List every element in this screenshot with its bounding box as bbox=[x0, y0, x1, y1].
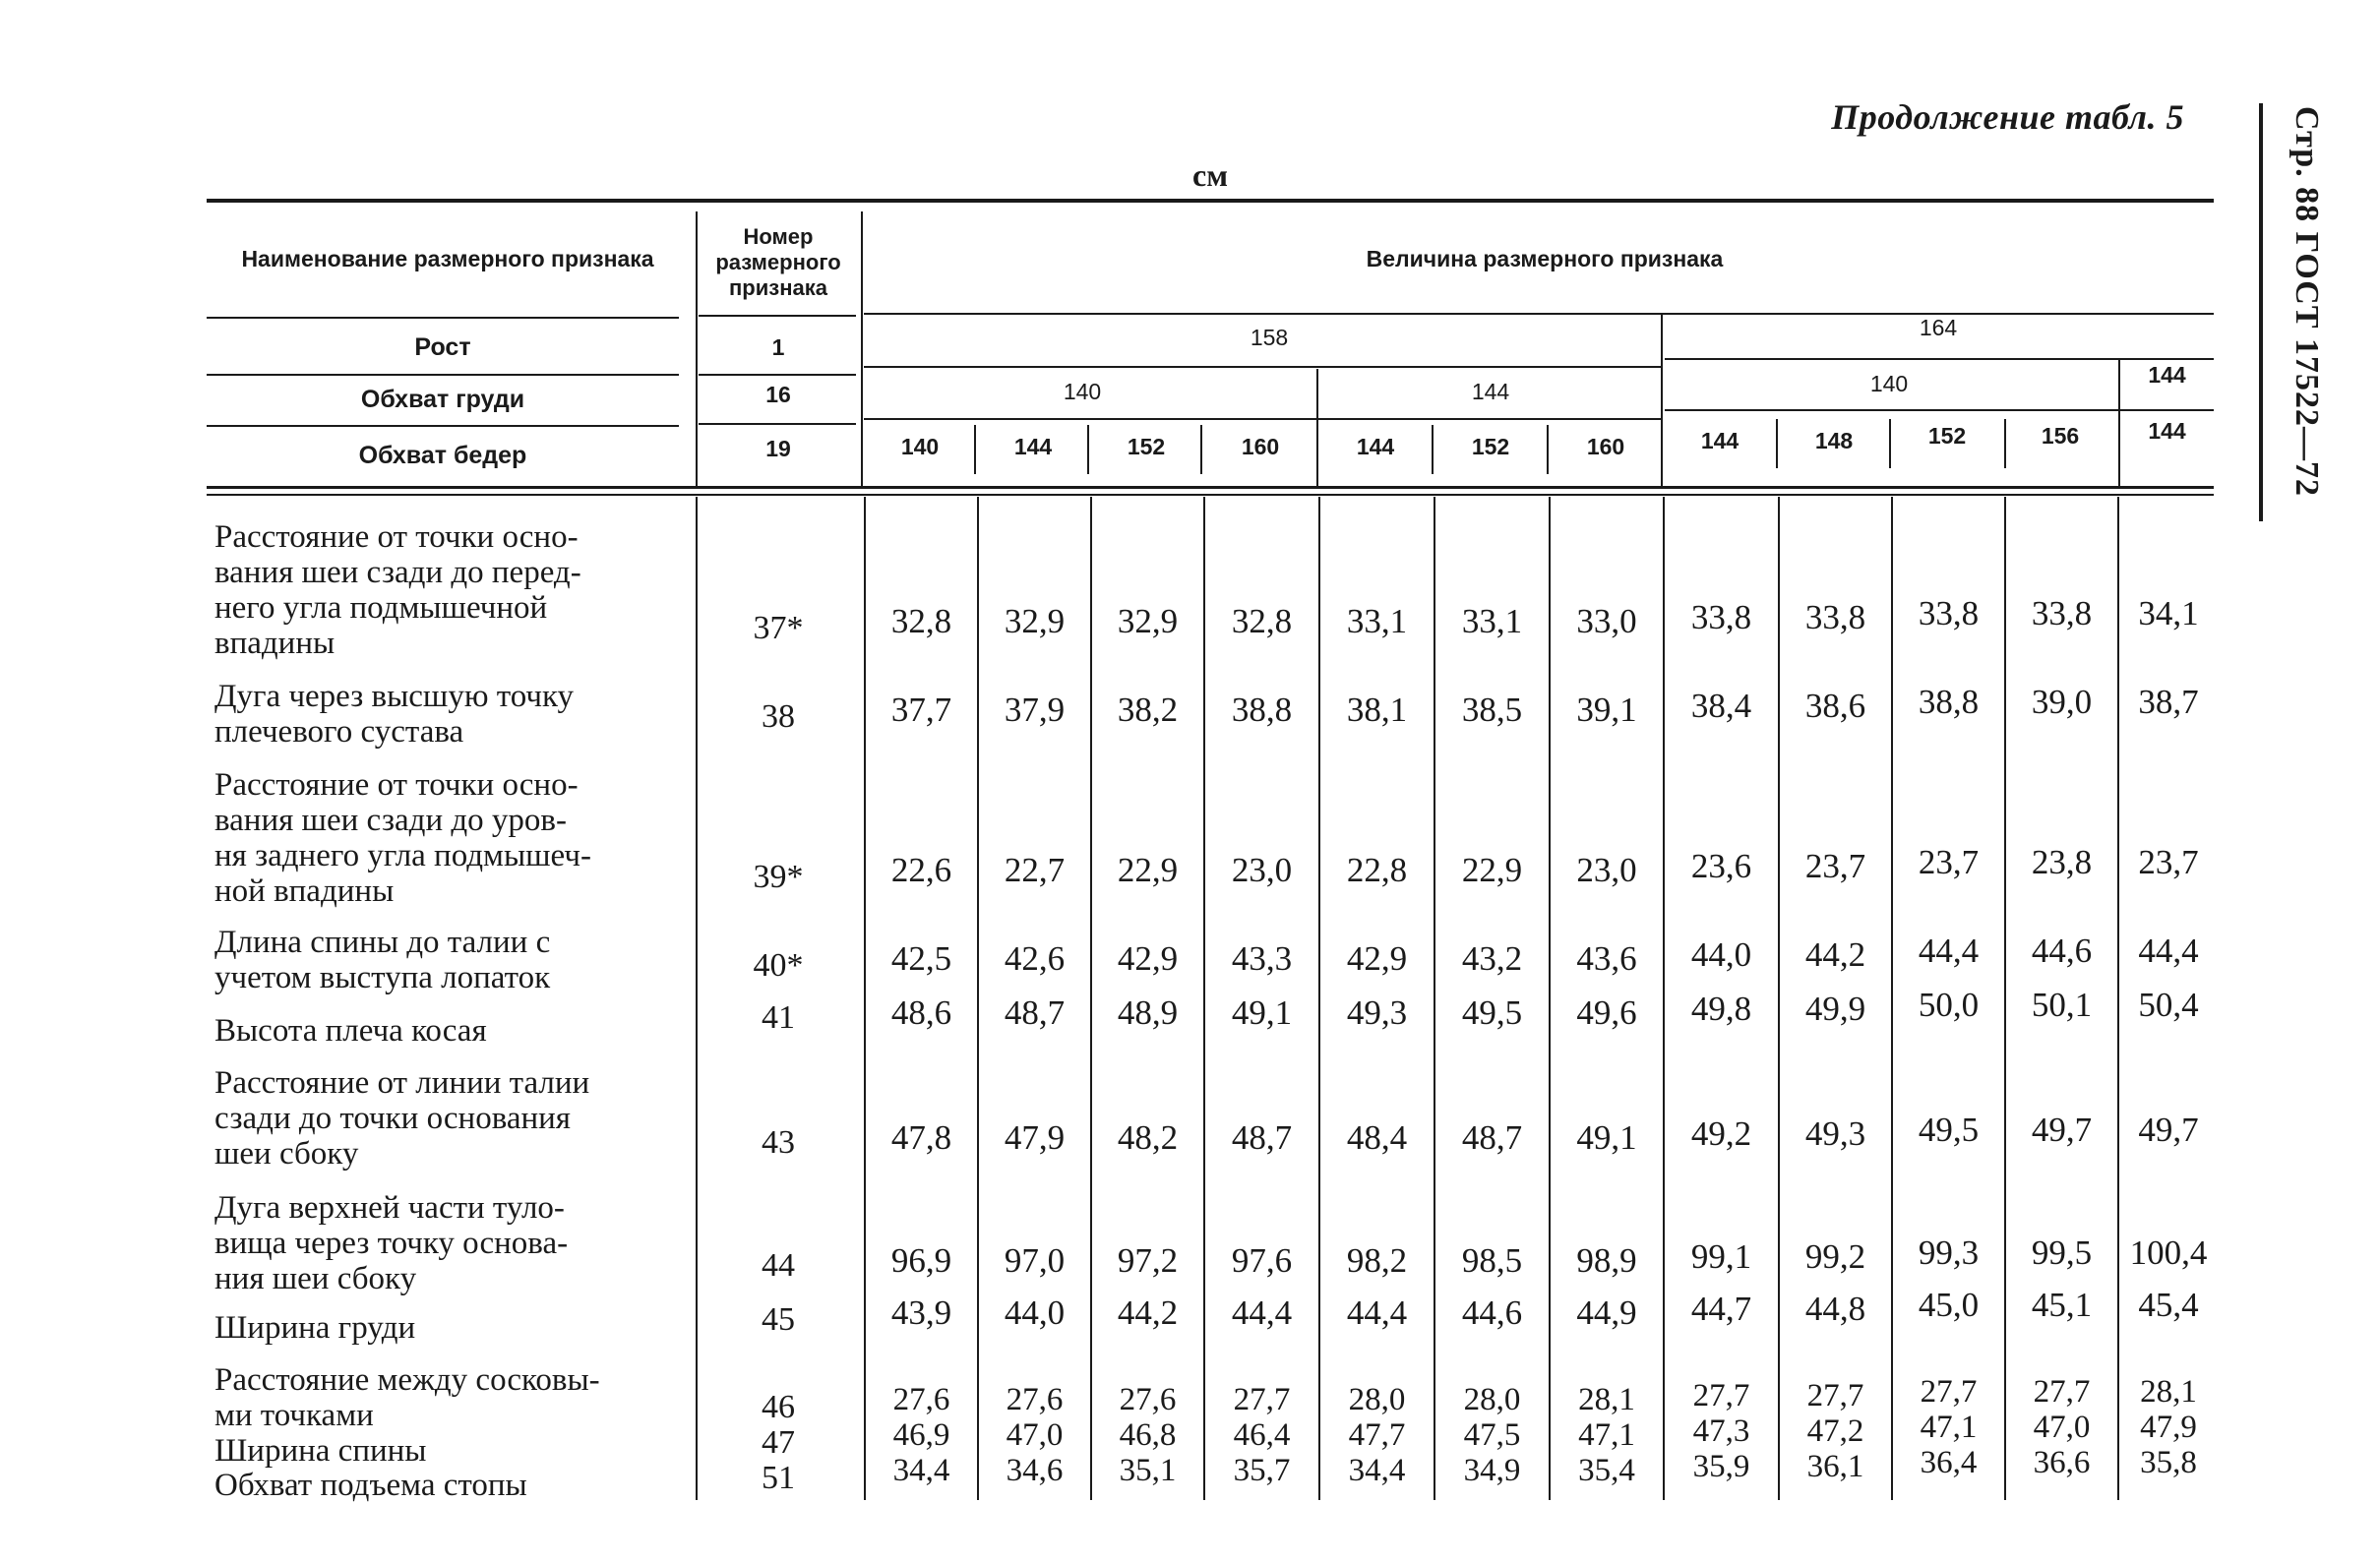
value-cell: 98,9 bbox=[1576, 1241, 1637, 1280]
value-cell: 27,6 bbox=[1006, 1382, 1064, 1417]
hip-divider bbox=[974, 425, 976, 474]
hip-value: 152 bbox=[1127, 434, 1166, 459]
value-cell: 99,1 bbox=[1690, 1237, 1752, 1276]
row-label-37: Расстояние от точки осно- вания шеи сзади до перед- него угла подмышечной впадины bbox=[214, 519, 581, 661]
value-cell: 33,8 bbox=[1918, 594, 1980, 632]
value-cell: 99,2 bbox=[1804, 1237, 1866, 1276]
value-cell: 32,9 bbox=[1117, 602, 1179, 640]
hip-value: 160 bbox=[1241, 434, 1280, 459]
value-cell: 22,6 bbox=[890, 851, 952, 889]
value-cell: 35,4 bbox=[1578, 1453, 1635, 1488]
header-rule-3d bbox=[1665, 409, 2214, 411]
value-cell: 49,3 bbox=[1346, 993, 1408, 1032]
row-number-38: 38 bbox=[762, 698, 795, 735]
row-number-45: 45 bbox=[762, 1301, 795, 1338]
value-cell: 33,8 bbox=[1690, 598, 1752, 636]
row-label-39: Расстояние от точки осно- вания шеи сзади до уров- ня заднего угла подмышеч- ной впадины bbox=[214, 767, 591, 909]
value-cell: 48,4 bbox=[1346, 1118, 1408, 1157]
value-cell: 36,1 bbox=[1806, 1449, 1864, 1484]
value-cell: 45,1 bbox=[2031, 1286, 2093, 1324]
header-vline-number bbox=[861, 211, 863, 487]
side-rule bbox=[2259, 103, 2263, 521]
value-cell: 97,0 bbox=[1004, 1241, 1066, 1280]
value-cell: 49,7 bbox=[2031, 1111, 2093, 1149]
value-cell: 35,1 bbox=[1119, 1453, 1177, 1488]
value-cell: 48,7 bbox=[1231, 1118, 1293, 1157]
value-cell: 48,9 bbox=[1117, 993, 1179, 1032]
value-cell: 44,4 bbox=[1231, 1293, 1293, 1332]
header-rule-2c bbox=[864, 366, 1661, 368]
value-cell: 43,6 bbox=[1576, 939, 1637, 978]
header-rule-3b bbox=[699, 423, 856, 425]
value-cell: 32,8 bbox=[890, 602, 952, 640]
hip-value: 148 bbox=[1814, 428, 1854, 453]
value-cell: 45,4 bbox=[2138, 1286, 2199, 1324]
value-cell: 33,0 bbox=[1576, 602, 1637, 640]
header-rule-3c bbox=[864, 418, 1661, 420]
value-cell: 97,2 bbox=[1117, 1241, 1179, 1280]
hip-value: 144 bbox=[1356, 434, 1395, 459]
hip-divider bbox=[1087, 425, 1089, 474]
value-cell: 23,7 bbox=[1918, 843, 1980, 881]
value-cell: 47,9 bbox=[1004, 1118, 1066, 1157]
value-cell: 22,8 bbox=[1346, 851, 1408, 889]
header-vline-name bbox=[696, 211, 698, 487]
header-rule-2 bbox=[207, 374, 679, 376]
value-cell: 42,9 bbox=[1346, 939, 1408, 978]
value-cell: 35,7 bbox=[1233, 1453, 1291, 1488]
value-cell: 38,1 bbox=[1346, 691, 1408, 729]
value-cell: 28,1 bbox=[2140, 1374, 2197, 1410]
value-cell: 34,4 bbox=[892, 1453, 950, 1488]
value-cell: 99,3 bbox=[1918, 1233, 1980, 1272]
value-cell: 22,9 bbox=[1117, 851, 1179, 889]
value-cell: 36,6 bbox=[2033, 1445, 2091, 1480]
hip-value: 152 bbox=[1471, 434, 1510, 459]
header-rule-3 bbox=[207, 425, 679, 427]
row-number-41: 41 bbox=[762, 999, 795, 1036]
value-cell: 43,9 bbox=[890, 1293, 952, 1332]
header-bottom-rule-2 bbox=[207, 494, 2214, 496]
value-cell: 27,6 bbox=[892, 1382, 950, 1417]
chest-group-158-140: 140 bbox=[1063, 379, 1102, 404]
value-cell: 49,6 bbox=[1576, 993, 1637, 1032]
value-cell: 39,1 bbox=[1576, 691, 1637, 729]
value-cell: 27,7 bbox=[1692, 1378, 1750, 1413]
value-cell: 49,7 bbox=[2138, 1111, 2199, 1149]
value-cell: 27,6 bbox=[1119, 1382, 1177, 1417]
value-cell: 49,5 bbox=[1918, 1111, 1980, 1149]
row-label-45: Ширина груди bbox=[214, 1310, 416, 1346]
value-cell: 35,8 bbox=[2140, 1445, 2197, 1480]
value-cell: 44,0 bbox=[1004, 1293, 1066, 1332]
value-cell: 33,8 bbox=[1804, 598, 1866, 636]
value-cell: 46,4 bbox=[1233, 1417, 1291, 1453]
value-cell: 47,7 bbox=[1348, 1417, 1406, 1453]
row-label-38: Дуга через высшую точку плечевого сустава bbox=[214, 679, 575, 750]
hip-value: 140 bbox=[900, 434, 940, 459]
value-cell: 22,9 bbox=[1461, 851, 1523, 889]
value-cell: 23,0 bbox=[1576, 851, 1637, 889]
value-cell: 49,8 bbox=[1690, 990, 1752, 1028]
value-cell: 33,1 bbox=[1346, 602, 1408, 640]
value-cell: 46,8 bbox=[1119, 1417, 1177, 1453]
value-cell: 44,2 bbox=[1117, 1293, 1179, 1332]
value-cell: 23,6 bbox=[1690, 847, 1752, 885]
value-cell: 49,2 bbox=[1690, 1114, 1752, 1153]
value-cell: 43,3 bbox=[1231, 939, 1293, 978]
hip-value: 152 bbox=[1927, 423, 1967, 449]
value-cell: 38,8 bbox=[1918, 683, 1980, 721]
value-cell: 47,0 bbox=[2033, 1410, 2091, 1445]
header-rule-2d bbox=[1665, 358, 2214, 360]
value-cell: 44,2 bbox=[1804, 935, 1866, 974]
value-cell: 48,2 bbox=[1117, 1118, 1179, 1157]
value-cell: 98,5 bbox=[1461, 1241, 1523, 1280]
value-cell: 50,4 bbox=[2138, 986, 2199, 1024]
value-cell: 42,9 bbox=[1117, 939, 1179, 978]
chest-group-164-140: 140 bbox=[1869, 371, 1909, 396]
value-cell: 47,5 bbox=[1463, 1417, 1521, 1453]
value-cell: 100,4 bbox=[2129, 1233, 2208, 1272]
value-cell: 43,2 bbox=[1461, 939, 1523, 978]
header-number-col: Номер размерного признака bbox=[715, 224, 841, 300]
value-cell: 98,2 bbox=[1346, 1241, 1408, 1280]
row-label-47: Ширина спины bbox=[214, 1433, 427, 1469]
height-group-164: 164 bbox=[1919, 315, 1958, 340]
hip-divider bbox=[1889, 419, 1891, 468]
value-cell: 50,1 bbox=[2031, 986, 2093, 1024]
value-cell: 32,8 bbox=[1231, 602, 1293, 640]
row-label-43: Расстояние от линии талии сзади до точки основания шеи сбоку bbox=[214, 1065, 590, 1172]
value-cell: 47,1 bbox=[1920, 1410, 1978, 1445]
value-cell: 44,4 bbox=[1346, 1293, 1408, 1332]
row-number-47: 47 bbox=[762, 1424, 795, 1461]
value-cell: 48,6 bbox=[890, 993, 952, 1032]
row-number-51: 51 bbox=[762, 1460, 795, 1496]
hip-divider bbox=[1200, 425, 1202, 474]
value-cell: 34,9 bbox=[1463, 1453, 1521, 1488]
header-bottom-rule bbox=[207, 486, 2214, 489]
chest-group-158-144: 144 bbox=[1471, 379, 1510, 404]
value-cell: 38,5 bbox=[1461, 691, 1523, 729]
continuation-caption: Продолжение табл. 5 bbox=[1831, 97, 2184, 137]
value-cell: 28,0 bbox=[1348, 1382, 1406, 1417]
value-cell: 49,9 bbox=[1804, 990, 1866, 1028]
height-group-158: 158 bbox=[1250, 325, 1289, 350]
value-cell: 38,7 bbox=[2138, 683, 2199, 721]
value-cell: 27,7 bbox=[1920, 1374, 1978, 1410]
value-cell: 47,9 bbox=[2140, 1410, 2197, 1445]
value-cell: 48,7 bbox=[1461, 1118, 1523, 1157]
value-cell: 27,7 bbox=[1233, 1382, 1291, 1417]
value-cell: 44,4 bbox=[1918, 932, 1980, 970]
header-row-chest-label: Обхват груди bbox=[360, 386, 525, 413]
value-cell: 34,4 bbox=[1348, 1453, 1406, 1488]
value-cell: 47,1 bbox=[1578, 1417, 1635, 1453]
value-cell: 44,9 bbox=[1576, 1293, 1637, 1332]
value-cell: 33,8 bbox=[2031, 594, 2093, 632]
row-number-40: 40* bbox=[753, 947, 804, 984]
value-cell: 38,4 bbox=[1690, 687, 1752, 725]
value-cell: 28,1 bbox=[1578, 1382, 1635, 1417]
value-cell: 28,0 bbox=[1463, 1382, 1521, 1417]
header-rule-1b bbox=[699, 315, 856, 317]
value-cell: 23,7 bbox=[2138, 843, 2199, 881]
value-cell: 49,1 bbox=[1231, 993, 1293, 1032]
value-cell: 39,0 bbox=[2031, 683, 2093, 721]
header-name-col: Наименование размерного признака bbox=[241, 246, 654, 271]
header-row-hip-number: 19 bbox=[765, 436, 791, 461]
row-number-43: 43 bbox=[762, 1124, 795, 1161]
value-cell: 44,6 bbox=[2031, 932, 2093, 970]
header-row-hip-label: Обхват бедер bbox=[358, 442, 527, 469]
value-cell: 44,7 bbox=[1690, 1290, 1752, 1328]
header-rule-1 bbox=[207, 317, 679, 319]
row-number-44: 44 bbox=[762, 1247, 795, 1284]
hip-value: 144 bbox=[2148, 418, 2186, 444]
value-cell: 50,0 bbox=[1918, 986, 1980, 1024]
value-cell: 47,2 bbox=[1806, 1413, 1864, 1449]
header-rule-2b bbox=[699, 374, 856, 376]
value-cell: 47,3 bbox=[1692, 1413, 1750, 1449]
value-cell: 27,7 bbox=[2033, 1374, 2091, 1410]
value-cell: 99,5 bbox=[2031, 1233, 2093, 1272]
row-label-40: Длина спины до талии с учетом выступа лопаток bbox=[214, 925, 551, 995]
header-row-chest-number: 16 bbox=[765, 382, 791, 407]
value-cell: 38,6 bbox=[1804, 687, 1866, 725]
row-label-46: Расстояние между сосковы- ми точками bbox=[214, 1362, 600, 1433]
value-cell: 47,0 bbox=[1006, 1417, 1064, 1453]
value-cell: 23,8 bbox=[2031, 843, 2093, 881]
value-cell: 36,4 bbox=[1920, 1445, 1978, 1480]
hip-value: 156 bbox=[2041, 423, 2080, 449]
hip-divider bbox=[1776, 419, 1778, 468]
row-label-41: Высота плеча косая bbox=[214, 1013, 487, 1049]
hip-divider bbox=[1432, 425, 1434, 474]
value-cell: 34,1 bbox=[2138, 594, 2199, 632]
value-cell: 42,5 bbox=[890, 939, 952, 978]
hip-value: 160 bbox=[1586, 434, 1625, 459]
header-row-height-label: Рост bbox=[414, 333, 471, 361]
header-row-height-number: 1 bbox=[771, 334, 785, 360]
chest-group-164-144: 144 bbox=[2148, 362, 2186, 388]
value-cell: 35,9 bbox=[1692, 1449, 1750, 1484]
unit-label: см bbox=[1192, 157, 1228, 193]
value-cell: 96,9 bbox=[890, 1241, 952, 1280]
value-cell: 49,1 bbox=[1576, 1118, 1637, 1157]
value-cell: 46,9 bbox=[892, 1417, 950, 1453]
value-cell: 34,6 bbox=[1006, 1453, 1064, 1488]
header-value-col: Величина размерного признака bbox=[1366, 246, 1724, 271]
hip-value: 144 bbox=[1700, 428, 1739, 453]
value-cell: 23,0 bbox=[1231, 851, 1293, 889]
row-number-37: 37* bbox=[753, 610, 804, 646]
value-cell: 32,9 bbox=[1004, 602, 1066, 640]
hip-value: 144 bbox=[1013, 434, 1053, 459]
value-cell: 38,2 bbox=[1117, 691, 1179, 729]
top-rule bbox=[207, 199, 2214, 203]
value-cell: 33,1 bbox=[1461, 602, 1523, 640]
header-vline-158-164 bbox=[1661, 315, 1663, 487]
row-number-46: 46 bbox=[762, 1389, 795, 1425]
value-cell: 27,7 bbox=[1806, 1378, 1864, 1413]
row-number-39: 39* bbox=[753, 859, 804, 895]
value-cell: 22,7 bbox=[1004, 851, 1066, 889]
value-cell: 23,7 bbox=[1804, 847, 1866, 885]
value-cell: 38,8 bbox=[1231, 691, 1293, 729]
value-cell: 45,0 bbox=[1918, 1286, 1980, 1324]
value-cell: 47,8 bbox=[890, 1118, 952, 1157]
header-vline-140-144 bbox=[1316, 369, 1318, 487]
value-cell: 37,9 bbox=[1004, 691, 1066, 729]
value-cell: 97,6 bbox=[1231, 1241, 1293, 1280]
value-cell: 44,4 bbox=[2138, 932, 2199, 970]
value-cell: 49,5 bbox=[1461, 993, 1523, 1032]
row-label-44: Дуга верхней части туло- вища через точку основа- ния шеи сбоку bbox=[214, 1190, 569, 1296]
value-cell: 44,8 bbox=[1804, 1290, 1866, 1328]
hip-divider bbox=[1547, 425, 1549, 474]
value-cell: 44,0 bbox=[1690, 935, 1752, 974]
value-cell: 49,3 bbox=[1804, 1114, 1866, 1153]
value-cell: 48,7 bbox=[1004, 993, 1066, 1032]
value-cell: 42,6 bbox=[1004, 939, 1066, 978]
row-label-51: Обхват подъема стопы bbox=[214, 1468, 527, 1503]
page-side-label: Стр. 88 ГОСТ 17522—72 bbox=[2288, 106, 2325, 498]
value-cell: 37,7 bbox=[890, 691, 952, 729]
value-cell: 44,6 bbox=[1461, 1293, 1523, 1332]
